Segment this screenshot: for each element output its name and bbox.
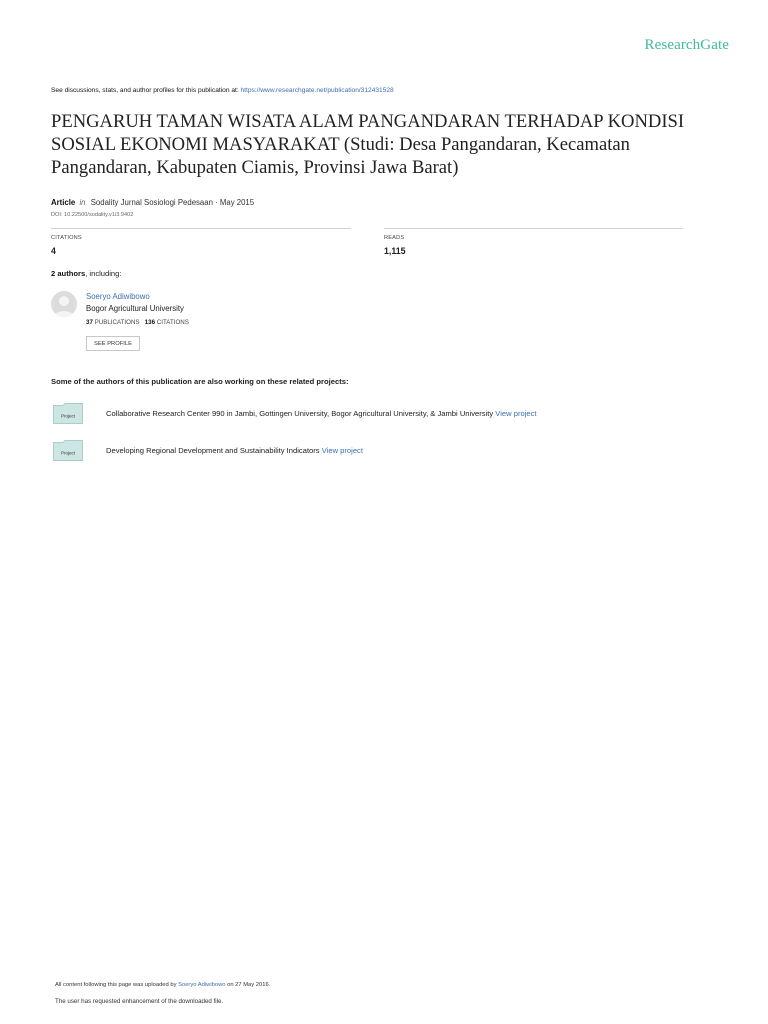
publication-type: Article [51,198,76,207]
author-avatar[interactable] [51,291,77,317]
publication-meta [51,198,254,207]
project-folder-icon [53,403,83,424]
author-publications-count: 37 [86,319,93,326]
upload-note-prefix: All content following this page was uploaded by [55,982,179,988]
upload-note-suffix: on 27 May 2016. [225,982,271,988]
author-citations-label: CITATIONS [156,319,189,326]
enhancement-note: The user has requested enhancement of the downloaded file. [55,998,224,1005]
view-project-link[interactable]: View project [495,409,537,418]
venue-date: Sodality Jurnal Sosiologi Pedesaan · May 2015 [90,198,255,207]
author-citations-count: 136 [144,319,156,326]
author-name[interactable]: Soeryo Adiwibowo [86,292,150,301]
reads-label: READS [384,235,405,241]
related-project-item [106,446,363,455]
project-name: Developing Regional Development and Sustainability Indicators [106,446,320,455]
upload-note [55,982,270,988]
authors-count-bold: 2 authors [51,269,86,278]
in-word: in [79,198,86,207]
doi: DOI: 10.22500/sodality.v1i3.9402 [51,212,134,218]
author-stats [86,319,189,326]
citations-divider [51,228,351,229]
authors-count-rest: , including: [85,269,122,278]
author-institution: Bogor Agricultural University [86,304,184,313]
publication-link[interactable]: https://www.researchgate.net/publication/312431528 [240,87,394,94]
reads-value: 1,115 [384,246,406,256]
related-projects-heading: Some of the authors of this publication are also working on these related projects: [51,377,349,386]
project-icon-label: Project [60,413,76,419]
project-folder-icon [53,440,83,461]
discussion-note [51,87,394,94]
researchgate-logo[interactable]: ResearchGate [644,37,729,53]
author-publications-label: PUBLICATIONS [94,319,140,326]
related-project-item [106,409,537,418]
project-name: Collaborative Research Center 990 in Jambi, Gottingen University, Bogor Agricultural University, & Jambi University [106,409,494,418]
project-icon-label: Project [60,450,76,456]
avatar-placeholder-icon [51,291,77,317]
reads-divider [384,228,683,229]
discussion-note-text: See discussions, stats, and author profiles for this publication at: [51,87,241,94]
authors-count [51,269,122,278]
citations-value: 4 [51,246,56,256]
view-project-link[interactable]: View project [321,446,363,455]
see-profile-button[interactable]: SEE PROFILE [86,336,140,351]
citations-label: CITATIONS [51,235,82,241]
uploader-link[interactable]: Soeryo Adiwibowo [178,982,226,988]
publication-title: PENGARUH TAMAN WISATA ALAM PANGANDARAN TERHADAP KONDISI SOSIAL EKONOMI MASYARAKAT (Studi: Desa Pangandaran, Kecamatan Pangandaran, Kabupaten Ciamis, Provinsi Jawa Barat) [51,111,685,178]
